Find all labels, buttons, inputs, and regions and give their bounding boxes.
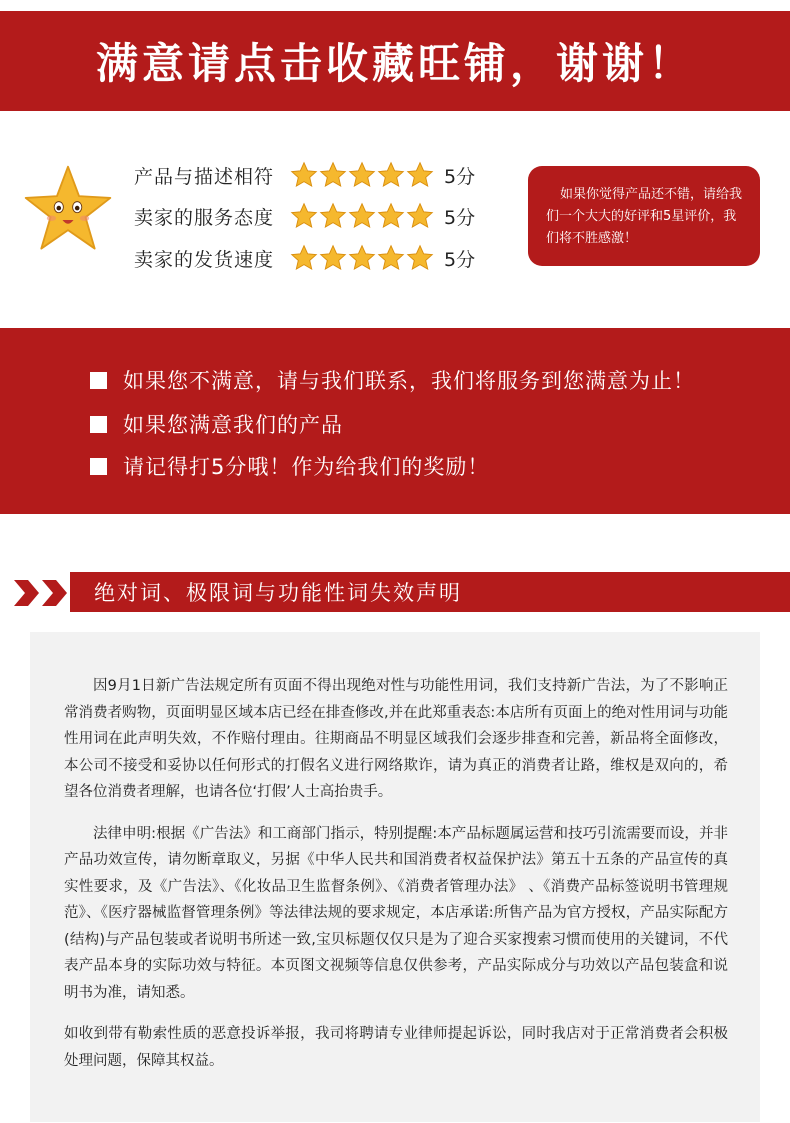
star-icon xyxy=(406,202,434,230)
notice-paragraph: 法律申明:根据《广告法》和工商部门指示，特别提醒:本产品标题属运营和技巧引流需要而设，并非产品功效宣传，请勿断章取义，另据《中华人民共和国消费者权益保护法》第五十五条的产品宣传的真实性要求，及《广告法》、《化妆品卫生监督条例》、《消费者管理办法》 、《消费产品标签说明书管理规范》、《医疗器械监督管理条例》等法律法规的要求规定，本店承诺:所售产品为官方授权，产品实际配方(结构)与产品包装或者说明书所述一致,宝贝标题仅仅只是为了迎合买家搜索习惯而使用的关键词，不代表产品本身的实际功效与特征。本页图文视频等信息仅供参考，产品实际成分与功效以产品包装盒和说明书为准，请知悉。 xyxy=(64,825,728,1001)
star-icon xyxy=(290,161,318,189)
rating-row xyxy=(134,157,475,193)
rating-row xyxy=(134,198,475,234)
star-icon xyxy=(377,202,405,230)
review-request-bubble xyxy=(528,166,760,266)
promise-item xyxy=(90,446,489,486)
page-title-banner xyxy=(0,11,790,111)
rating-score: 5分 xyxy=(444,165,476,188)
rating-score: 5分 xyxy=(444,206,476,229)
promise-item xyxy=(90,404,343,444)
star-icon xyxy=(406,244,434,272)
star-icon xyxy=(319,161,347,189)
star-icon xyxy=(406,161,434,189)
review-request-text: 如果你觉得产品还不错，请给我们一个大大的好评和5星评价，我们将不胜感激！ xyxy=(546,187,743,246)
star-icon xyxy=(348,244,376,272)
section-title-bar xyxy=(70,572,790,612)
star-icon xyxy=(319,244,347,272)
rating-panel xyxy=(0,111,790,328)
star-icon xyxy=(377,161,405,189)
rating-row xyxy=(134,240,475,276)
disclaimer-notice xyxy=(30,632,760,1122)
banner-title: 满意请点击收藏旺铺，谢谢！ xyxy=(95,39,694,88)
double-chevron-icon xyxy=(40,578,68,608)
rating-stars xyxy=(290,244,434,272)
notice-paragraph: 如收到带有勒索性质的恶意投诉举报，我司将聘请专业律师提起诉讼，同时我店对于正常消费者会积极处理问题，保障其权益。 xyxy=(64,1026,728,1069)
star-icon xyxy=(290,202,318,230)
rating-label: 产品与描述相符 xyxy=(134,165,275,188)
section-title: 绝对词、极限词与功能性词失效声明 xyxy=(94,581,462,605)
rating-stars xyxy=(290,202,434,230)
notice-paragraph: 因9月1日新广告法规定所有页面不得出现绝对性与功能性用词，我们支持新广告法，为了不影响正常消费者购物，页面明显区域本店已经在排查修改,并在此郑重表态:本店所有页面上的绝对性用词与功能性用词在此声明失效，不作赔付理由。往期商品不明显区域我们会逐步排查和完善，新品将全面修改，本公司不接受和妥协以任何形式的打假名义进行网络欺诈，请为真正的消费者让路，维权是双向的，希望各位消费者理解，也请各位‘打假’人士高抬贵手。 xyxy=(64,678,728,800)
square-bullet-icon xyxy=(90,372,107,389)
star-icon xyxy=(290,244,318,272)
rating-label: 卖家的发货速度 xyxy=(134,248,275,271)
rating-stars xyxy=(290,161,434,189)
rating-label: 卖家的服务态度 xyxy=(134,206,275,229)
star-icon xyxy=(348,161,376,189)
promise-item xyxy=(90,360,695,400)
promise-text: 如果您满意我们的产品 xyxy=(123,413,343,437)
square-bullet-icon xyxy=(90,458,107,475)
section-header xyxy=(0,572,790,612)
service-promise-panel xyxy=(0,328,790,514)
star-icon xyxy=(377,244,405,272)
double-chevron-icon xyxy=(12,578,40,608)
promise-text: 如果您不满意，请与我们联系，我们将服务到您满意为止！ xyxy=(123,369,695,393)
rating-score: 5分 xyxy=(444,248,476,271)
promise-text: 请记得打5分哦！作为给我们的奖励！ xyxy=(123,455,490,479)
star-mascot-icon xyxy=(22,163,114,255)
square-bullet-icon xyxy=(90,416,107,433)
star-icon xyxy=(348,202,376,230)
star-icon xyxy=(319,202,347,230)
